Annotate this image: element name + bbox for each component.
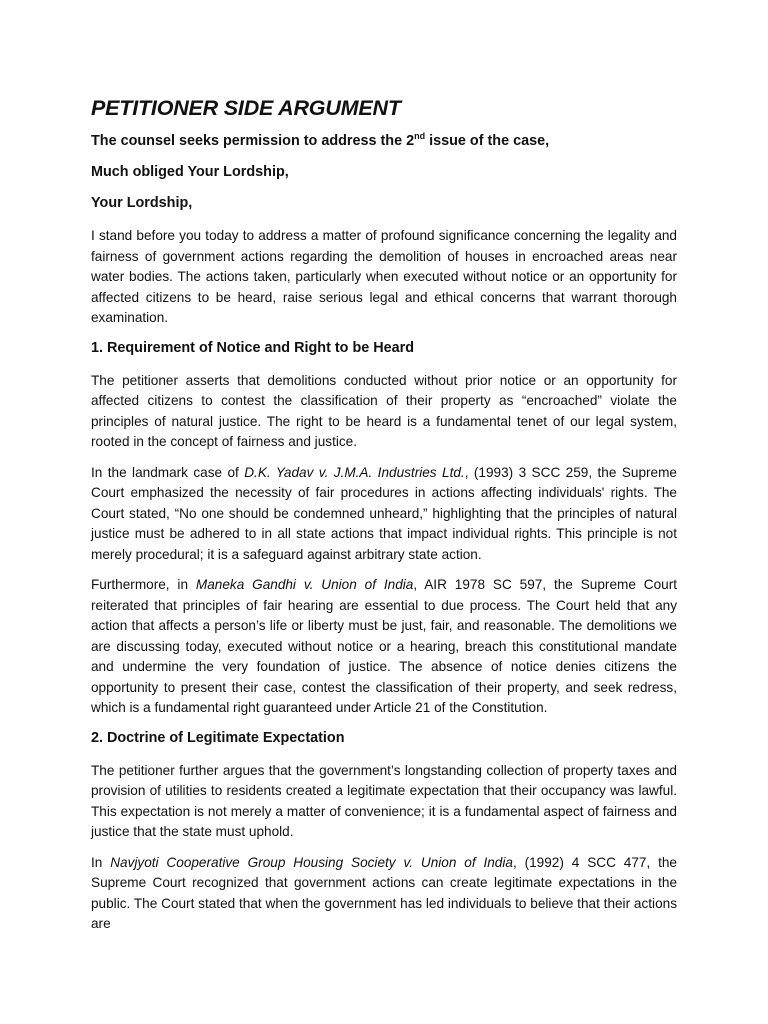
- intro-line1-text: The counsel seeks permission to address the 2: [91, 133, 415, 149]
- section2-p2-body: , (1992) 4 SCC 477, the Supreme Court recognized that government actions can create legitimate expectations in the public. The Court stated that when the government has led individuals to believe that their actions are: [91, 854, 677, 931]
- intro-obliged-line: Much obliged Your Lordship,: [91, 164, 289, 180]
- section1-p3-lead: Furthermore, in: [91, 577, 196, 592]
- section1-p3-body: , AIR 1978 SC 597, the Supreme Court reiterated that principles of fair hearing are essential to due process. The Court held that any action that affects a person’s life or liberty must be just, fair, and reasonable. The demolitions we are discussing today, executed without notice or a hearing, breach this constitutional mandate and undermine the very foundation of justice. The absence of notice denies citizens the opportunity to present their case, contest the classification of their property, and seek redress, which is a fundamental right guaranteed under Article 21 of the Constitution.: [91, 577, 677, 715]
- section1-paragraph-3: [91, 575, 677, 719]
- section1-heading: 1. Requirement of Notice and Right to be Heard: [91, 339, 415, 356]
- case-citation-maneka-gandhi: Maneka Gandhi v. Union of India: [195, 577, 414, 592]
- opening-paragraph: I stand before you today to address a matter of profound significance concerning the legality and fairness of government actions regarding the demolition of houses in encroached areas near water bodies. The actions taken, particularly when executed without notice or an opportunity for affected citizens to be heard, raise serious legal and ethical concerns that warrant thorough examination.: [91, 228, 677, 325]
- section1-paragraph-2: [91, 463, 677, 566]
- section2-paragraph-1: The petitioner further argues that the government’s longstanding collection of property taxes and provision of utilities to residents created a legitimate expectation that their occupancy was lawful. This expectation is not merely a matter of convenience; it is a fundamental aspect of fairness and justice that the state must uphold.: [91, 762, 677, 839]
- section2-paragraph-2: [91, 853, 677, 935]
- intro-line1-tail: issue of the case,: [425, 133, 550, 149]
- intro-permission-line: [91, 133, 677, 150]
- case-citation-dk-yadav: D.K. Yadav v. J.M.A. Industries Ltd.: [244, 464, 465, 480]
- section1-p2-body: , (1993) 3 SCC 259, the Supreme Court emphasized the necessity of fair procedures in actions affecting individuals' rights. The Court stated, “No one should be condemned unheard,” highlighting that the principles of natural justice must be adhered to in all state actions that impact individual rights. This principle is not merely procedural; it is a safeguard against arbitrary state action.: [91, 464, 677, 562]
- ordinal-suffix: nd: [414, 131, 426, 141]
- section1-paragraph-1: The petitioner asserts that demolitions conducted without prior notice or an opportunity for affected citizens to contest the classification of their property as “encroached” violate the principles of natural justice. The right to be heard is a fundamental tenet of our legal system, rooted in the concept of fairness and justice.: [91, 372, 677, 449]
- intro-salutation: Your Lordship,: [91, 195, 193, 211]
- section2-p2-lead: In: [91, 854, 111, 870]
- section1-p2-lead: In the landmark case of: [91, 464, 245, 480]
- document-title: PETITIONER SIDE ARGUMENT: [91, 96, 401, 120]
- section2-heading: 2. Doctrine of Legitimate Expectation: [91, 729, 345, 746]
- case-citation-navjyoti: Navjyoti Cooperative Group Housing Society v. Union of India: [110, 854, 513, 870]
